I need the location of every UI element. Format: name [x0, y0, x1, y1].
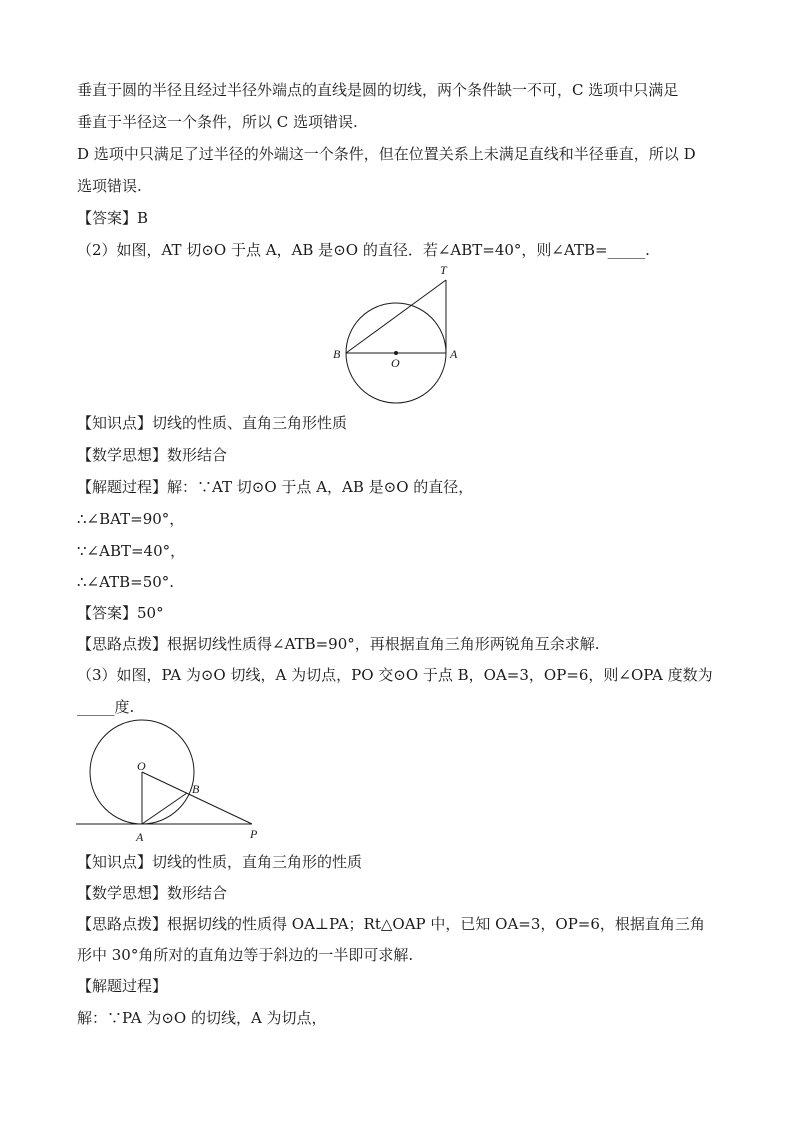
question-3-line2: _____度.	[77, 698, 135, 716]
q2-step-3: ∴∠ATB=50°.	[77, 573, 175, 591]
q2-hint: 【思路点拨】根据切线性质得∠ATB=90°，再根据直角三角形两锐角互余求解.	[77, 635, 600, 653]
question-3-line1: （3）如图，PA 为⊙O 切线，A 为切点，PO 交⊙O 于点 B，OA=3，OP=6，则∠OPA 度数为	[77, 666, 713, 684]
question-2: （2）如图，AT 切⊙O 于点 A，AB 是⊙O 的直径．若∠ABT=40°，则∠ATB=_____.	[77, 241, 650, 259]
figure1-label-b: B	[333, 347, 341, 361]
q2-process: 【解题过程】解：∵AT 切⊙O 于点 A，AB 是⊙O 的直径，	[77, 478, 474, 496]
figure2-label-p: P	[250, 827, 258, 841]
figure1-label-t: T	[440, 263, 447, 277]
p1-line2: 垂直于半径这一个条件，所以 C 选项错误.	[77, 113, 358, 131]
q3-hint-line2: 形中 30°角所对的直角边等于斜边的一半即可求解.	[77, 946, 414, 964]
figure2-label-o: O	[137, 759, 146, 773]
figure1-line-bt	[346, 280, 446, 353]
q2-answer: 【答案】50°	[77, 604, 164, 622]
answer-1: 【答案】B	[77, 209, 149, 227]
q3-thought: 【数学思想】数形结合	[77, 884, 228, 902]
figure-circle-tangent-pa	[72, 718, 272, 846]
figure2-label-a: A	[136, 830, 144, 844]
figure2-line-op	[142, 772, 252, 824]
q3-hint-line1: 【思路点拨】根据切线的性质得 OA⊥PA；Rt△OAP 中，已知 OA=3，OP=6，根据直角三角	[77, 915, 705, 933]
q3-process-label: 【解题过程】	[77, 977, 168, 995]
q2-step-2: ∵∠ABT=40°，	[77, 542, 186, 560]
figure-circle-tangent-at	[328, 262, 468, 406]
q2-step-1: ∴∠BAT=90°，	[77, 510, 185, 528]
figure2-label-b: B	[192, 782, 200, 796]
q2-thought: 【数学思想】数形结合	[77, 446, 228, 464]
figure1-label-o: O	[391, 356, 400, 370]
p2-line2: 选项错误.	[77, 177, 142, 195]
q3-knowledge: 【知识点】切线的性质，直角三角形的性质	[77, 853, 363, 871]
q3-solution: 解：∵PA 为⊙O 的切线，A 为切点，	[77, 1009, 327, 1027]
q2-knowledge: 【知识点】切线的性质、直角三角形性质	[77, 414, 348, 432]
p2-line1: D 选项中只满足了过半径的外端这一个条件，但在位置关系上未满足直线和半径垂直，所以 D	[77, 145, 696, 163]
p1-line1: 垂直于圆的半径且经过半径外端点的直线是圆的切线，两个条件缺一不可，C 选项中只满足	[77, 81, 679, 99]
figure1-label-a: A	[450, 347, 458, 361]
figure1-center-dot	[394, 351, 398, 355]
